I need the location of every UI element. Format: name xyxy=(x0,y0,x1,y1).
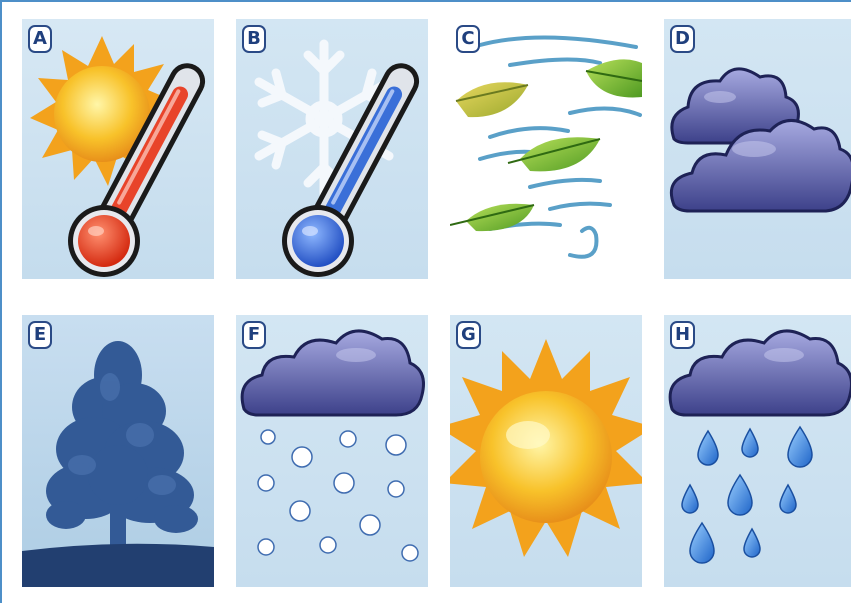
card-g xyxy=(450,315,642,587)
card-c xyxy=(450,19,642,279)
card-letter: H xyxy=(670,321,695,349)
card-letter: E xyxy=(28,321,52,349)
hot-thermometer-sun-icon xyxy=(22,19,214,279)
rain-cloud-icon xyxy=(664,315,851,587)
card-letter: B xyxy=(242,25,266,53)
snow-cloud-icon xyxy=(236,315,428,587)
tree-icon xyxy=(22,315,214,587)
card-letter: G xyxy=(456,321,481,349)
cloudy-icon xyxy=(664,19,851,279)
card-a xyxy=(22,19,214,279)
card-b xyxy=(236,19,428,279)
card-d xyxy=(664,19,851,279)
windy-leaves-icon xyxy=(450,19,642,279)
sun-icon xyxy=(450,315,642,587)
cold-thermometer-snowflake-icon xyxy=(236,19,428,279)
card-e xyxy=(22,315,214,587)
card-letter: C xyxy=(456,25,480,53)
card-letter: D xyxy=(670,25,695,53)
card-f xyxy=(236,315,428,587)
card-h xyxy=(664,315,851,587)
card-letter: F xyxy=(242,321,266,349)
card-letter: A xyxy=(28,25,52,53)
